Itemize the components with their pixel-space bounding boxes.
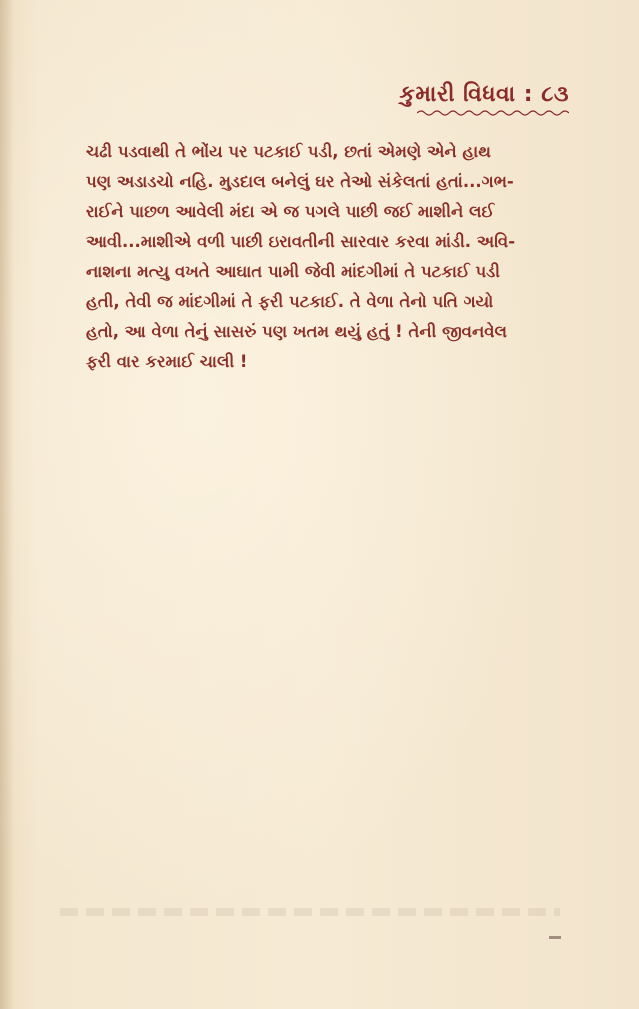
running-title: કુમારી વિધવા : ૮૩ bbox=[399, 82, 569, 107]
text-line: ચઢી પડવાથી તે ભોંય પર પટકાઈ પડી, છતાં એમણે એને હાથ bbox=[86, 142, 491, 161]
text-line: પણ અડાડચો નહિ. મુડદાલ બનેલું ઘર તેઓ સંકેલતાં હતાં...ગભ- bbox=[86, 172, 514, 191]
body-text bbox=[86, 137, 566, 377]
text-line: નાશના મત્યુ વખતે આઘાત પામી જેવી માંદગીમાં તે પટકાઈ પડી bbox=[86, 262, 500, 281]
spine-shadow bbox=[0, 0, 14, 1009]
text-line: રાઈને પાછળ આવેલી મંદા એ જ પગલે પાછી જઈ માશીને લઈ bbox=[86, 202, 495, 221]
text-line: હતી, તેવી જ માંદગીમાં તે ફરી પટકાઈ. તે વેળા તેનો પતિ ગયો bbox=[86, 292, 494, 311]
running-header bbox=[399, 82, 569, 117]
text-line: ફરી વાર કરમાઈ ચાલી ! bbox=[86, 352, 248, 371]
text-line: હતો, આ વેળા તેનું સાસરું પણ ખતમ થયું હતું ! તેની જીવનવેલ bbox=[86, 322, 507, 341]
wavy-underline bbox=[417, 109, 569, 117]
text-line: આવી...માશીએ વળી પાછી ઇરાવતીની સારવાર કરવા માંડી. અવિ- bbox=[86, 232, 516, 251]
show-through-text bbox=[60, 908, 560, 916]
page-mark bbox=[549, 936, 561, 939]
